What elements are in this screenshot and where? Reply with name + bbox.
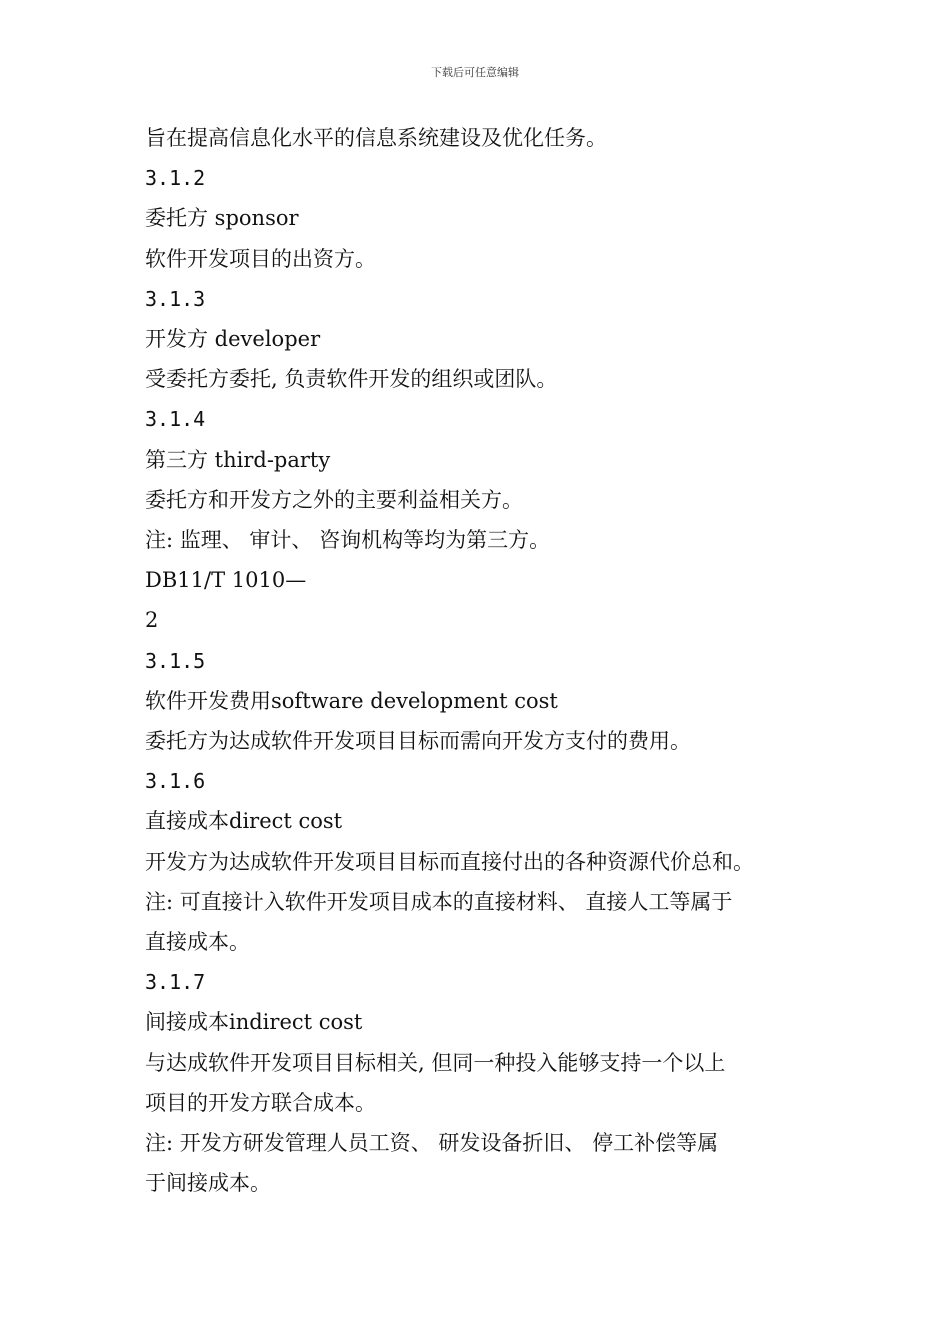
term-note: 注: 开发方研发管理人员工资、 研发设备折旧、 停工补偿等属 xyxy=(145,1131,719,1156)
term-definition: 委托方为达成软件开发项目目标而需向开发方支付的费用。 xyxy=(145,729,691,754)
term-heading: 开发方 developer xyxy=(145,327,321,352)
term-heading: 软件开发费用software development cost xyxy=(145,688,558,713)
page-header: 下载后可任意编辑 xyxy=(431,66,519,79)
term-definition: 软件开发项目的出资方。 xyxy=(145,246,376,271)
term-note: 注: 可直接计入软件开发项目成本的直接材料、 直接人工等属于 xyxy=(145,889,733,914)
term-note-continued: 直接成本。 xyxy=(145,930,250,955)
clause-number: 3.1.6 xyxy=(145,769,206,794)
term-definition-continued: 项目的开发方联合成本。 xyxy=(145,1090,376,1115)
clause-number: 3.1.3 xyxy=(145,286,206,311)
term-definition: 与达成软件开发项目目标相关, 但同一种投入能够支持一个以上 xyxy=(145,1050,726,1075)
term-note-continued: 于间接成本。 xyxy=(145,1171,271,1196)
page-number: 2 xyxy=(145,608,159,633)
clause-number: 3.1.4 xyxy=(145,407,206,432)
clause-number: 3.1.2 xyxy=(145,166,206,191)
term-heading: 直接成本direct cost xyxy=(145,809,343,834)
clause-number: 3.1.5 xyxy=(145,648,206,673)
term-definition: 受委托方委托, 负责软件开发的组织或团队。 xyxy=(145,367,558,392)
term-heading: 委托方 sponsor xyxy=(145,206,299,231)
term-heading: 间接成本indirect cost xyxy=(145,1010,363,1035)
clause-number: 3.1.7 xyxy=(145,970,206,995)
standard-code: DB11/T 1010— xyxy=(145,568,307,593)
term-note: 注: 监理、 审计、 咨询机构等均为第三方。 xyxy=(145,528,551,553)
term-heading: 第三方 third-party xyxy=(145,447,331,472)
term-definition: 开发方为达成软件开发项目目标而直接付出的各种资源代价总和。 xyxy=(145,849,754,874)
document-body xyxy=(145,118,825,1203)
paragraph-line: 旨在提高信息化水平的信息系统建设及优化任务。 xyxy=(145,126,607,150)
term-definition: 委托方和开发方之外的主要利益相关方。 xyxy=(145,487,523,512)
